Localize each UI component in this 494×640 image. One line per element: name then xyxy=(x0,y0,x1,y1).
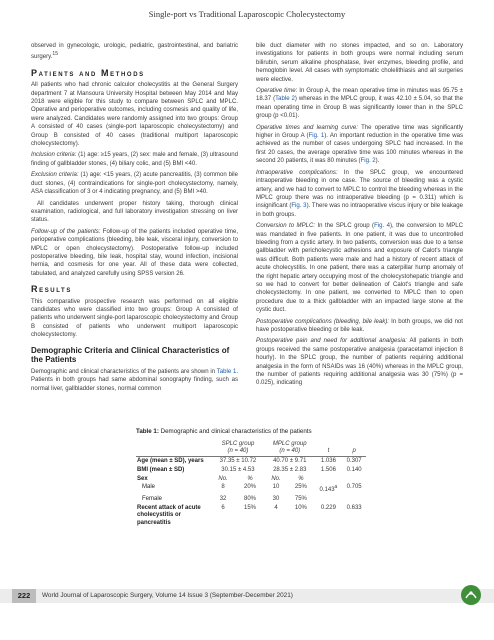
demographics-table xyxy=(136,440,366,528)
table-cell: 10 xyxy=(272,484,280,491)
table-cell xyxy=(342,496,366,505)
table-cell: 32 xyxy=(219,496,227,503)
journal-footer: World Journal of Laparoscopic Surgery, Volume 14 Issue 3 (September-December 2021) xyxy=(42,592,293,599)
table-header-mplc: MPLC group (n = 40) xyxy=(272,440,307,455)
section-heading-results: Results xyxy=(31,284,72,295)
table-cell: 10% xyxy=(294,504,307,511)
fig-1-link[interactable]: Fig. 1 xyxy=(308,133,325,140)
table-cell: 20% xyxy=(243,484,256,491)
table-row xyxy=(136,475,366,484)
table-cell: 0.307 xyxy=(342,457,366,466)
table-cell: 0.633 xyxy=(346,504,362,511)
table-2-link[interactable]: Table 2 xyxy=(275,96,295,103)
table-cell: 6 xyxy=(221,504,225,511)
table-cell: % xyxy=(247,475,253,482)
table-cell: 80% xyxy=(243,496,256,503)
table-cell xyxy=(315,496,343,505)
table-cell: 4 xyxy=(274,504,278,511)
table-header-p: p xyxy=(352,448,356,455)
table-cell: 40.70 ± 9.71 xyxy=(265,457,315,466)
learning-curve-paragraph: Operative times and learning curve: The operative time was significantly higher in Group A (Fig. 1). An important reduction in the operative time was achieved as the number of cases undergoing SPLC had increased. In the first 20 cases, the average operative time was 100 minutes whereas in the second 20 patients, it was 80 minutes (Fig. 2). xyxy=(256,124,464,165)
row-label: BMI (mean ± SD) xyxy=(137,466,185,473)
table-cell: 37.35 ± 10.72 xyxy=(211,457,265,466)
fig-4-link[interactable]: Fig. 4 xyxy=(374,223,390,230)
table-cell: 0.143$^a$ xyxy=(319,484,338,494)
table-row xyxy=(136,484,366,496)
table-cell: 25% xyxy=(294,484,307,491)
citation-superscript: 15 xyxy=(52,51,59,58)
operative-time-paragraph: Operative time: In Group A, the mean operative time in minutes was 95.75 ± 18.37 (Table 2) whereas in the MPLC group, it was 42.10 ± 5.04, so that the mean operating time in Group B was significantly lower than in the SPLC group (p <0.01). xyxy=(256,88,464,120)
bile-duct-paragraph: bile duct diameter with no stones impacted, and so on. Laboratory investigations for patients in both groups were normal including serum bilirubin, serum alkaline phosphatase, liver enzymes, bleeding profile, and hemoglobin level. All cases with symptomatic cholelithiasis and all surgeries were elective. xyxy=(256,43,463,83)
postoperative-complications-paragraph: Postoperative complications (bleeding, bile leak): In both groups, we did not have postoperative bleeding or bile leak. xyxy=(256,318,463,333)
demographics-paragraph: Demographic and clinical characteristics of the patients are shown in Table 1. Patients in both groups had same abdominal sonography finding, such as normal liver, gallbladder stones, normal common xyxy=(31,368,239,392)
table-header-row xyxy=(136,440,366,457)
table-cell: % xyxy=(298,475,304,482)
table-row xyxy=(136,457,366,466)
table-cell xyxy=(342,475,366,484)
row-label: Sex xyxy=(137,475,148,482)
table-1 xyxy=(136,428,366,528)
left-column xyxy=(31,42,238,396)
table-row xyxy=(136,504,366,528)
publisher-logo-icon xyxy=(461,585,481,605)
table-caption: Table 1: Demographic and clinical characteristics of the patients xyxy=(136,428,312,435)
conversion-paragraph: Conversion to MPLC: In the SPLC group (Fig. 4), the conversion to MPLC was mandated in five patients. In one patient, it was due to uncontrolled bleeding from a cystic artery. In two patients, conversion was due to a tense gallbladder with pericholecystic adhesions and exposure of Calot's triangle was difficult. Both patients were male and had a history of recent attack of acute cholecystitis. In one patient, there was a caterpillar hump anomaly of the right hepatic artery occupying most of the cholecystohepatic triangle and so we had to convert for better delineation of Calot's triangle and safe cholecystectomy. In one patient, we converted to MPLC then to open procedure due to a thick gallbladder with an impacted large stone at the cystic duct. xyxy=(256,223,463,314)
table-header-empty xyxy=(136,440,211,457)
table-1-link[interactable]: Table 1 xyxy=(216,368,237,375)
fig-3-link[interactable]: Fig. 3 xyxy=(291,203,307,210)
table-cell: 75% xyxy=(294,496,307,503)
table-header-t: t xyxy=(327,448,330,455)
page-number: 222 xyxy=(12,589,36,603)
fig-2-link[interactable]: Fig. 2 xyxy=(360,158,376,165)
intro-tail-paragraph: observed in gynecologic, urologic, pediatric, gastrointestinal, and bariatric surgery.$^{15}$ xyxy=(31,43,238,61)
patients-methods-paragraph: All patients who had chronic calculor cholecystitis at the General Surgery department 7 at Mansoura University Hospital between May 2014 and May 2018 were eligible for this study to compare between SPLC and MPLC. Operative and perioperative outcomes, including cosmesis and quality of life, were analyzed. Candidates were randomly assigned into two groups: Group A consisted of 40 cases (single-port laparoscopic cholecystectomy) and Group B consisted of 40 cases (traditional multiport laparoscopic cholecystectomy). xyxy=(31,82,238,148)
row-label: Male xyxy=(142,484,156,491)
running-head: Single-port vs Traditional Laparoscopic Cholecystectomy xyxy=(148,9,346,19)
table-cell: No. xyxy=(218,475,228,482)
intraoperative-complications-paragraph: Intraoperative complications: In the SPLC group, we encountered intraoperative bleeding in one case. The source of bleeding was a cystic artery, and we had to convert to MPLC to control the bleeding whereas in the MPLC group there was no intraoperative bleeding (p = 0.311) which is insignificant (Fig. 3). There was no intraoperative viscus injury or bile leakage in both groups. xyxy=(256,169,464,218)
table-row xyxy=(136,466,366,475)
follow-up-paragraph: Follow-up of the patients: Follow-up of the patients included operative time, perioperative complications (bleeding, bile leak, visceral injury, conversion to MPLC or open cholecystectomy). Postoperative follow-up included postoperative bleeding, bile leak, hospital stay, wound infection, incisional hernia, and cosmesis for one year. All of these data were collected, tabulated, and analyzed carefully using SPSS version 26. xyxy=(31,228,239,277)
table-cell xyxy=(315,475,343,484)
table-cell: No. xyxy=(271,475,281,482)
table-cell: 8 xyxy=(221,484,225,491)
row-label: Female xyxy=(142,496,163,503)
history-paragraph: All candidates underwent proper history taking, thorough clinical examination, radiological, and full laboratory investigation stressing on liver status. xyxy=(31,200,238,224)
table-cell: 0.705 xyxy=(346,484,362,491)
table-cell: 0.140 xyxy=(346,466,362,473)
postoperative-pain-paragraph: Postoperative pain and need for additional analgesia: All patients in both groups received the same postoperative analgesia (paracetamol injection 8 hourly). In the SPLC group, the number of patients requiring additional analgesia in the form of NSAIDs was 16 (40%) whereas in the MPLC group, the number of patients requiring additional analgesia was 30 (75%) (p = 0.025), indicating xyxy=(256,338,464,387)
table-row xyxy=(136,496,366,505)
row-label: Age (mean ± SD), years xyxy=(136,457,211,466)
subsection-heading-demographics: Demographic Criteria and Clinical Characteristics of the Patients xyxy=(31,345,230,365)
table-cell: 28.35 ± 2.83 xyxy=(273,466,307,473)
inclusion-criteria-paragraph: Inclusion criteria: (1) age: ≥15 years, (2) sex: male and female, (3) ultrasound finding of gallbladder stones, (4) biliary colic, and (5) BMI <40. xyxy=(31,152,238,167)
table-cell: 30 xyxy=(272,496,280,503)
right-column xyxy=(256,42,463,391)
section-heading-patients-methods: Patients and Methods xyxy=(31,67,145,78)
table-cell: 1.506 xyxy=(320,466,336,473)
table-cell: 1.036 xyxy=(315,457,343,466)
exclusion-criteria-paragraph: Exclusion criteria: (1) age: <15 years, (2) acute pancreatitis, (3) common bile duct stones, (4) contraindications for single-port cholecystectomy, namely, ASA classification of 3 or 4 indicating pregnancy, and (5) BMI >40. xyxy=(31,172,238,196)
table-cell: 30.15 ± 4.53 xyxy=(221,466,255,473)
row-label: Recent attack of acute cholecystitis or pancreatitis xyxy=(137,504,201,527)
table-cell: 0.229 xyxy=(320,504,336,511)
table-header-splc: SPLC group (n = 40) xyxy=(221,440,255,455)
table-cell: 15% xyxy=(243,504,256,511)
results-paragraph: This comparative prospective research was performed on all eligible candidates who were classified into two groups: Group A consisted of patients who underwent single-port laparoscopic cholecystectomy and Group B consisted of patients who underwent multiport laparoscopic cholecystectomy. xyxy=(31,298,238,339)
